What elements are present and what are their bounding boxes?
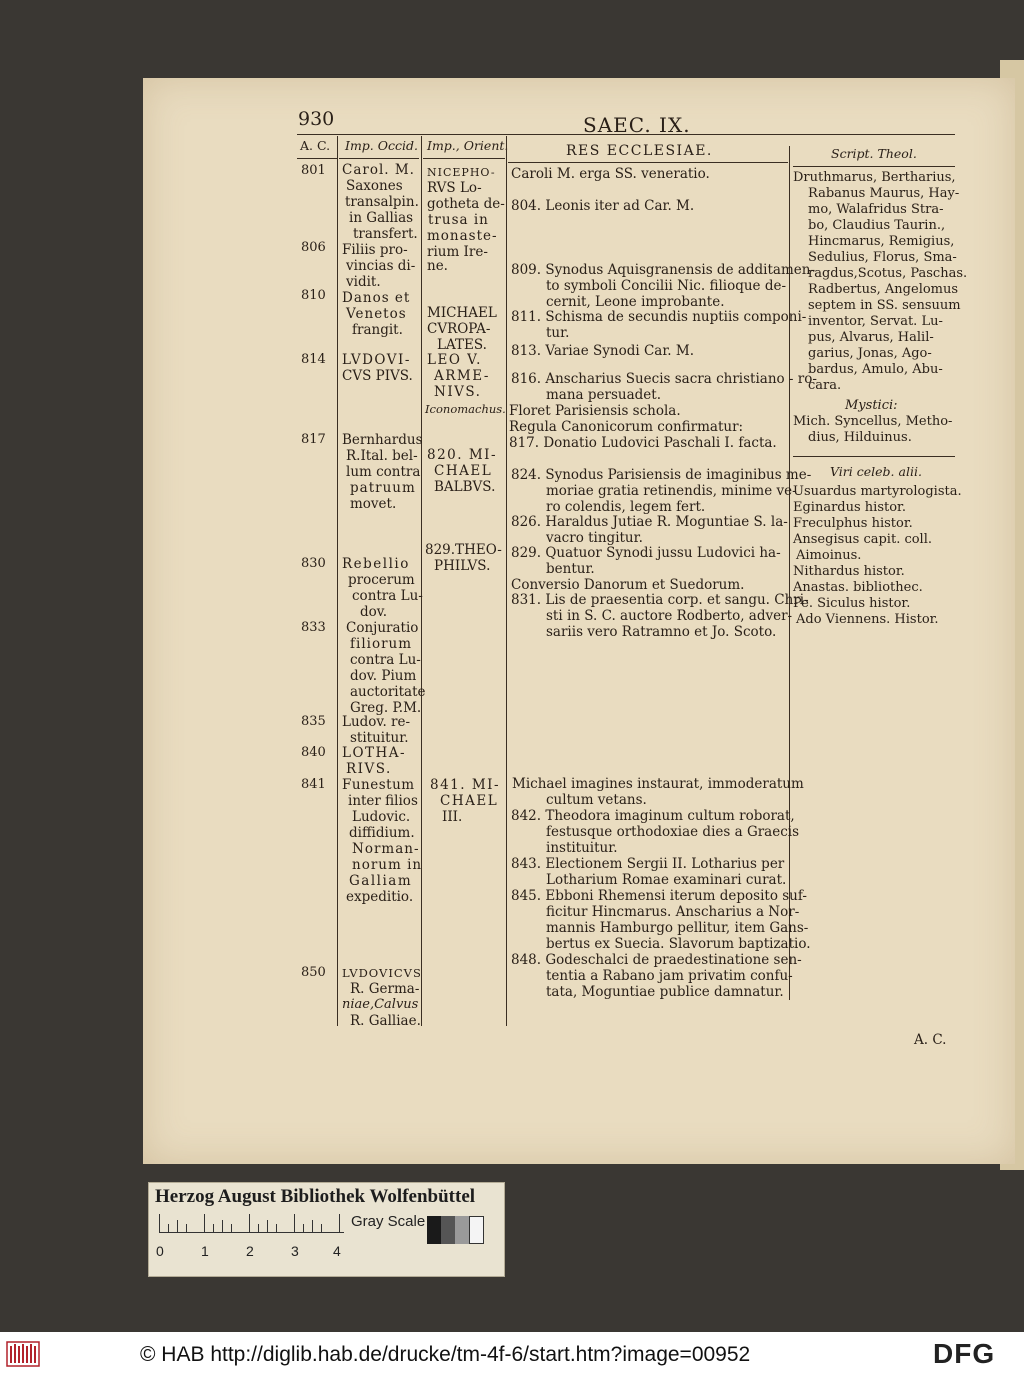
script-line: garius, Jonas, Ago- xyxy=(808,346,932,361)
res-line: 843. Electionem Sergii II. Lotharius per xyxy=(511,856,785,872)
occid-line: Filiis pro- xyxy=(342,242,408,258)
ruler-tick xyxy=(267,1220,268,1232)
year-label: 801 xyxy=(301,163,326,178)
ruler-tick xyxy=(249,1214,250,1232)
orient-line: rium Ire- xyxy=(427,244,488,260)
occid-line: Danos et xyxy=(342,290,411,306)
ruler-number: 3 xyxy=(291,1243,299,1259)
gray-swatch xyxy=(427,1216,441,1244)
occid-line: LVDOVI- xyxy=(342,352,411,368)
ruler-tick xyxy=(276,1224,277,1232)
res-line: tur. xyxy=(546,325,570,341)
col-script-head: Script. Theol. xyxy=(831,146,917,161)
script-line: Radbertus, Angelomus xyxy=(808,282,959,297)
dfg-logo: DFG xyxy=(933,1338,996,1369)
library-name: Herzog August Bibliothek Wolfenbüttel xyxy=(155,1186,476,1207)
occid-line: R.Ital. bel- xyxy=(346,448,418,464)
occid-line: Saxones xyxy=(346,178,403,194)
occid-line: Funestum xyxy=(342,777,415,793)
year-label: 830 xyxy=(301,556,326,571)
orient-line: LEO V. xyxy=(427,352,482,368)
res-line: festusque orthodoxiae dies a Graecis xyxy=(546,824,800,840)
ruler-number: 4 xyxy=(333,1243,341,1259)
script-line: bo, Claudius Taurin., xyxy=(808,218,946,233)
res-line: vacro tingitur. xyxy=(546,530,643,546)
script-line: Freculphus histor. xyxy=(793,516,913,531)
occid-line: lum contra xyxy=(346,464,421,480)
header-rule xyxy=(297,134,955,135)
sub-rule-res xyxy=(508,162,788,163)
hab-logo-icon xyxy=(5,1338,41,1368)
res-line: mana persuadet. xyxy=(546,387,661,403)
ruler-tick xyxy=(321,1224,322,1232)
col-orient-head: Imp., Orient. xyxy=(427,138,509,153)
occid-line: R. Germa- xyxy=(350,981,420,997)
res-line: 824. Synodus Parisiensis de imaginibus me- xyxy=(511,467,812,483)
script-line: bardus, Amulo, Abu- xyxy=(808,362,943,377)
ruler-tick xyxy=(258,1224,259,1232)
res-line: Conversio Danorum et Suedorum. xyxy=(511,577,745,593)
res-line: 826. Haraldus Jutiae R. Moguntiae S. la- xyxy=(511,514,788,530)
orient-line: ne. xyxy=(427,258,448,274)
orient-line: 829.THEO- xyxy=(425,542,502,558)
occid-line: R. Galliae. xyxy=(350,1013,421,1029)
orient-line: NIVS. xyxy=(434,384,482,400)
occid-line: procerum xyxy=(348,572,415,588)
res-line: tentia a Rabano jam privatim confu- xyxy=(546,968,793,984)
script-line: Ado Viennens. Histor. xyxy=(796,612,939,627)
script-line: cara. xyxy=(808,378,842,393)
year-label: 810 xyxy=(301,288,326,303)
occid-line: LOTHA- xyxy=(342,745,407,761)
library-scale-card xyxy=(148,1182,505,1277)
script-line: Aimoinus. xyxy=(796,548,862,563)
ruler-tick xyxy=(294,1214,295,1232)
occid-line: Conjuratio xyxy=(346,620,419,636)
res-line: bertus ex Suecia. Slavorum baptizatio. xyxy=(546,936,811,952)
occid-line: Ludov. re- xyxy=(342,714,411,730)
orient-line: III. xyxy=(442,809,463,825)
column-divider xyxy=(337,136,338,1026)
script-line: Rabanus Maurus, Hay- xyxy=(808,186,960,201)
year-label: 835 xyxy=(301,714,326,729)
occid-line: inter filios xyxy=(348,793,418,809)
orient-line: ARME- xyxy=(434,368,490,384)
occid-line: vincias di- xyxy=(346,258,416,274)
res-line: Michael imagines instaurat, immoderatum xyxy=(512,776,804,792)
gray-scale-label: Gray Scale xyxy=(351,1213,426,1230)
orient-line: BALBVS. xyxy=(434,479,496,495)
catchword: A. C. xyxy=(914,1032,947,1048)
script-line: Viri celeb. alii. xyxy=(830,464,922,479)
res-line: Regula Canonicorum confirmatur: xyxy=(509,419,744,435)
occid-line: contra Lu- xyxy=(352,588,423,604)
script-line: Druthmarus, Bertharius, xyxy=(793,170,956,185)
orient-line: trusa in xyxy=(428,212,489,228)
occid-line: transfert. xyxy=(353,226,418,242)
script-line: pus, Alvarus, Halil- xyxy=(808,330,934,345)
orient-line: MICHAEL xyxy=(427,305,497,321)
res-line: 816. Anscharius Suecis sacra christiano - ro- xyxy=(511,371,817,387)
script-line: Hincmarus, Remigius, xyxy=(808,234,955,249)
res-line: 829. Quatuor Synodi jussu Ludovici ha- xyxy=(511,545,781,561)
occid-line: filiorum xyxy=(350,636,413,652)
res-line: 804. Leonis iter ad Car. M. xyxy=(511,198,695,214)
occid-line: patruum xyxy=(350,480,416,496)
sub-rule-occid xyxy=(339,158,419,159)
occid-line: contra Lu- xyxy=(350,652,421,668)
res-line: 842. Theodora imaginum cultum roborat, xyxy=(511,808,795,824)
script-line: ragdus,Scotus, Paschas. xyxy=(808,266,968,281)
ruler-tick xyxy=(222,1220,223,1232)
script-line: mo, Walafridus Stra- xyxy=(808,202,944,217)
col-ac-head: A. C. xyxy=(300,138,331,153)
occid-line: Ludovic. xyxy=(352,809,411,825)
res-line: 811. Schisma de secundis nuptiis componi- xyxy=(511,309,807,325)
res-line: 813. Variae Synodi Car. M. xyxy=(511,343,695,359)
ruler-tick xyxy=(204,1214,205,1232)
occid-line: expeditio. xyxy=(346,889,414,905)
occid-line: dov. xyxy=(360,604,388,620)
res-line: mannis Hamburgo pellitur, item Gans- xyxy=(546,920,809,936)
script-line: Mich. Syncellus, Metho- xyxy=(793,414,953,429)
column-divider xyxy=(421,136,422,1026)
year-label: 806 xyxy=(301,240,326,255)
script-line: septem in SS. sensuum xyxy=(808,298,961,313)
orient-line: CVROPA- xyxy=(427,321,491,337)
ruler-tick xyxy=(186,1224,187,1232)
script-line: Sedulius, Florus, Sma- xyxy=(808,250,957,265)
year-label: 841 xyxy=(301,777,326,792)
column-divider xyxy=(506,136,507,1026)
ruler-tick xyxy=(312,1220,313,1232)
orient-line: CHAEL xyxy=(434,463,493,479)
gray-swatch xyxy=(441,1216,455,1244)
ruler-number: 1 xyxy=(201,1243,209,1259)
res-line: bentur. xyxy=(546,561,595,577)
occid-line: Galliam xyxy=(349,873,413,889)
ruler-tick xyxy=(168,1224,169,1232)
ruler-tick xyxy=(177,1220,178,1232)
res-line: ficitur Hincmarus. Anscharius a Nor- xyxy=(546,904,800,920)
res-line: 831. Lis de praesentia corp. et sangu. Chri- xyxy=(511,592,809,608)
script-line: inventor, Servat. Lu- xyxy=(808,314,943,329)
orient-line: 820. MI- xyxy=(427,447,498,463)
res-line: 845. Ebboni Rhemensi iterum deposito suf- xyxy=(511,888,807,904)
occid-line: LVDOVICVS xyxy=(342,966,422,980)
footer-copyright-url[interactable]: © HAB http://diglib.hab.de/drucke/tm-4f-6/start.htm?image=00952 xyxy=(140,1343,751,1366)
orient-line: RVS Lo- xyxy=(427,180,482,196)
occid-line: Venetos xyxy=(346,306,407,322)
script-line: Eginardus histor. xyxy=(793,500,906,515)
page-number: 930 xyxy=(298,108,335,130)
occid-line: movet. xyxy=(350,496,397,512)
res-line: 817. Donatio Ludovici Paschali I. facta. xyxy=(509,435,777,451)
occid-line: Greg. P.M. xyxy=(350,700,422,716)
script-line: dius, Hilduinus. xyxy=(808,430,912,445)
running-title: SAEC. IX. xyxy=(583,113,691,137)
res-line: Lotharium Romae examinari curat. xyxy=(546,872,787,888)
occid-line: RIVS. xyxy=(346,761,392,777)
occid-line: Rebellio xyxy=(342,556,410,572)
res-line: tata, Moguntiae publice damnatur. xyxy=(546,984,784,1000)
script-section-rule xyxy=(793,456,955,457)
script-line: Anastas. bibliothec. xyxy=(793,580,923,595)
ruler-tick xyxy=(213,1224,214,1232)
ruler-tick xyxy=(303,1224,304,1232)
occid-line: vidit. xyxy=(346,274,381,290)
res-line: Caroli M. erga SS. veneratio. xyxy=(511,166,710,182)
ruler-tick xyxy=(231,1224,232,1232)
ruler-scale xyxy=(159,1214,344,1233)
ruler-tick xyxy=(339,1214,340,1232)
res-line: cultum vetans. xyxy=(546,792,647,808)
occid-line: auctoritate xyxy=(350,684,426,700)
ruler-tick xyxy=(159,1214,160,1232)
gray-swatch xyxy=(469,1216,484,1244)
res-line: 809. Synodus Aquisgranensis de additamen- xyxy=(511,262,816,278)
col-res-head: RES ECCLESIAE. xyxy=(566,143,713,159)
occid-line: Bernhardus xyxy=(342,432,423,448)
occid-line: Carol. M. xyxy=(342,162,415,178)
script-line: Nithardus histor. xyxy=(793,564,905,579)
ruler-number: 2 xyxy=(246,1243,254,1259)
script-line: Ansegisus capit. coll. xyxy=(793,532,933,547)
year-label: 833 xyxy=(301,620,326,635)
script-line: Usuardus martyrologista. xyxy=(793,484,962,499)
res-line: moriae gratia retinendis, minime ve- xyxy=(546,483,797,499)
occid-line: frangit. xyxy=(352,322,403,338)
occid-line: norum in xyxy=(352,857,423,873)
res-line: cernit, Leone improbante. xyxy=(546,294,725,310)
res-line: Floret Parisiensis schola. xyxy=(509,403,681,419)
orient-line: LATES. xyxy=(437,337,487,353)
year-label: 840 xyxy=(301,745,326,760)
sub-rule-orient xyxy=(423,158,505,159)
gray-swatch xyxy=(455,1216,469,1244)
orient-line: NICEPHO- xyxy=(427,166,496,179)
year-label: 850 xyxy=(301,965,326,980)
col-occid-head: Imp. Occid. xyxy=(345,138,418,153)
sub-rule-script xyxy=(793,166,955,167)
occid-line: diffidium. xyxy=(349,825,415,841)
res-line: to symboli Concilii Nic. filioque de- xyxy=(546,278,787,294)
res-line: sariis vero Ratramno et Jo. Scoto. xyxy=(546,624,777,640)
script-line: Mystici: xyxy=(845,398,898,413)
res-line: instituitur. xyxy=(546,840,618,856)
ruler-number: 0 xyxy=(156,1243,164,1259)
orient-line: CHAEL xyxy=(440,793,499,809)
year-label: 814 xyxy=(301,352,326,367)
res-line: ro colendis, legem fert. xyxy=(546,499,706,515)
occid-line: in Gallias xyxy=(349,210,414,226)
orient-line: monaste- xyxy=(427,228,498,244)
res-line: sti in S. C. auctore Rodberto, adver- xyxy=(546,608,793,624)
year-label: 817 xyxy=(301,432,326,447)
occid-line: transalpin. xyxy=(345,194,419,210)
occid-line: stituitur. xyxy=(350,730,409,746)
orient-line: PHILVS. xyxy=(434,558,491,574)
script-line: Pe. Siculus histor. xyxy=(793,596,911,611)
occid-line: CVS PIVS. xyxy=(342,368,413,384)
orient-line: 841. MI- xyxy=(430,777,501,793)
occid-line: dov. Pium xyxy=(350,668,417,684)
res-line: 848. Godeschalci de praedestinatione sen- xyxy=(511,952,802,968)
occid-line: niae,Calvus xyxy=(342,997,419,1012)
orient-line: gotheta de- xyxy=(427,196,505,212)
orient-line: Iconomachus. xyxy=(425,402,506,416)
occid-line: Norman- xyxy=(352,841,420,857)
sub-rule-ac xyxy=(297,158,337,159)
